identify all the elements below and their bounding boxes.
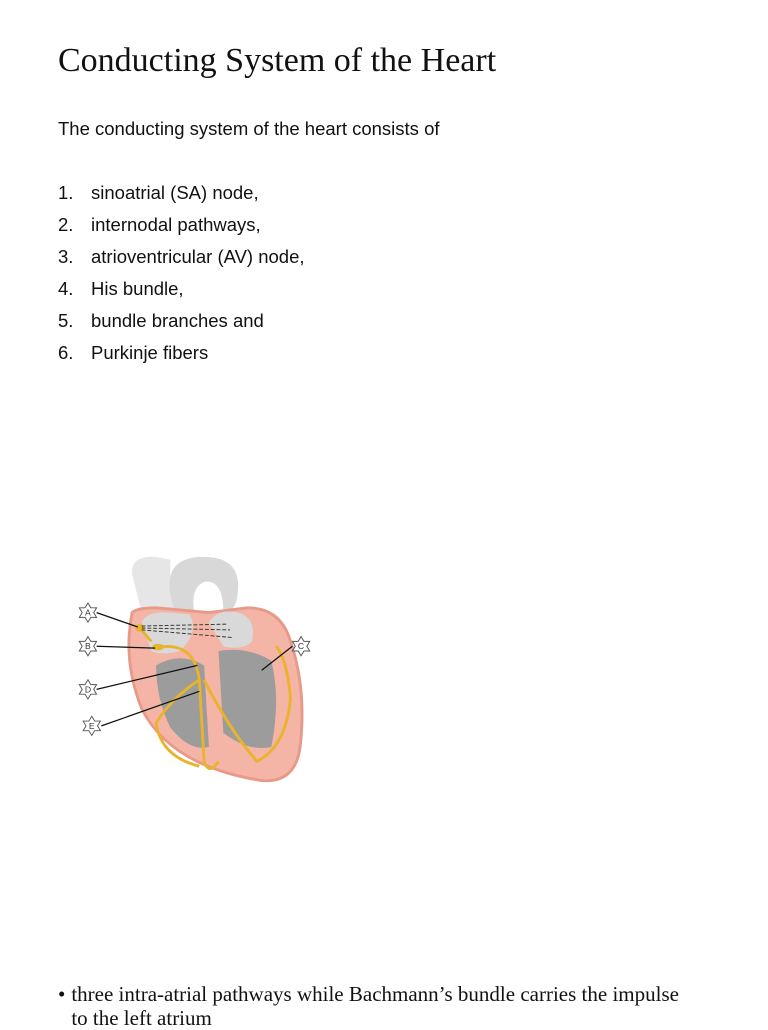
aorta	[169, 557, 238, 613]
list-item	[58, 214, 305, 246]
label-a-badge	[79, 603, 96, 622]
list-number: 4.	[58, 278, 74, 299]
bullet-item	[58, 982, 698, 1030]
av-node	[152, 644, 164, 651]
list-item	[58, 182, 305, 214]
label-c: C	[297, 641, 305, 652]
components-list	[58, 182, 305, 374]
list-label: sinoatrial (SA) node,	[91, 182, 259, 203]
label-d: D	[84, 684, 92, 695]
list-item	[58, 310, 305, 342]
heart-conduction-diagram	[62, 555, 327, 795]
left-ventricle	[219, 650, 277, 748]
list-label: bundle branches and	[91, 310, 264, 331]
label-d-badge	[79, 680, 96, 699]
list-label: His bundle,	[91, 278, 184, 299]
list-number: 1.	[58, 182, 74, 203]
label-a: A	[85, 607, 91, 618]
intro-text: The conducting system of the heart consists of	[58, 118, 440, 139]
list-item	[58, 342, 305, 374]
list-label: Purkinje fibers	[91, 342, 209, 363]
list-label: atrioventricular (AV) node,	[91, 246, 305, 267]
label-e-badge	[83, 716, 100, 735]
label-b-badge	[79, 637, 96, 656]
list-label: internodal pathways,	[91, 214, 261, 235]
label-b: B	[85, 641, 91, 652]
list-item	[58, 246, 305, 278]
page-title: Conducting System of the Heart	[58, 42, 497, 79]
vena-cava	[132, 557, 175, 613]
bullet-symbol: •	[58, 982, 66, 1006]
bullet-text: three intra-atrial pathways while Bachmann’s bundle carries the impulse to the left atrium	[71, 982, 679, 1030]
list-number: 2.	[58, 214, 74, 235]
list-number: 6.	[58, 342, 74, 363]
list-number: 3.	[58, 246, 74, 267]
list-item	[58, 278, 305, 310]
list-number: 5.	[58, 310, 74, 331]
label-e: E	[88, 720, 95, 731]
